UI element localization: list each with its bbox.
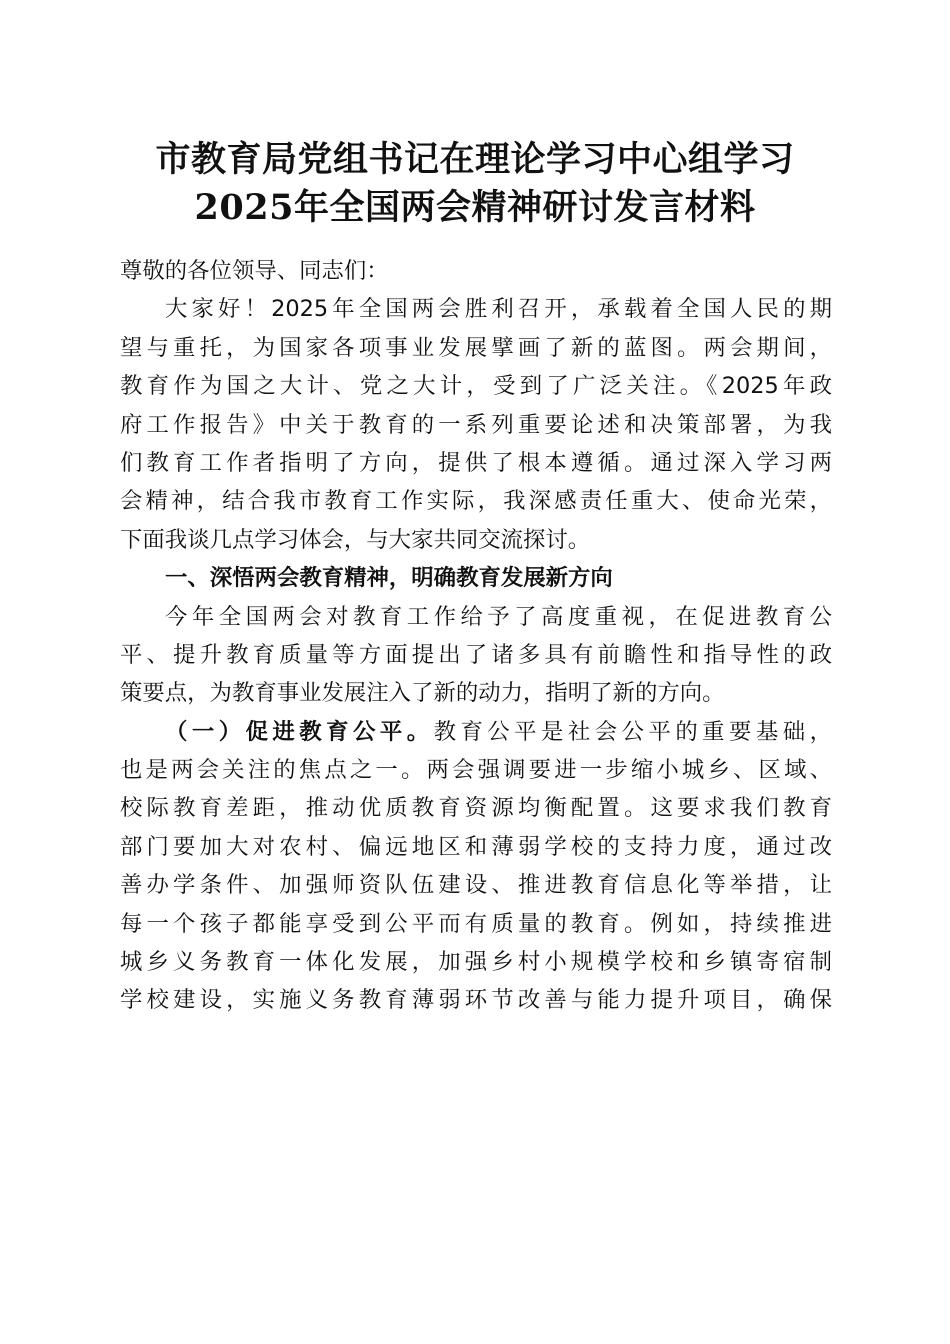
subsection-1-line-3: 校际教育差距，推动优质教育资源均衡配置。这要求我们教育: [120, 795, 832, 822]
intro-line-2: 望与重托，为国家各项事业发展擘画了新的蓝图。两会期间，: [120, 334, 832, 361]
intro-line-3: 教育作为国之大计、党之大计，受到了广泛关注。《2025年政: [120, 373, 832, 400]
title-line-1: 市教育局党组书记在理论学习中心组学习: [155, 139, 795, 180]
section-1-line-1: 今年全国两会对教育工作给予了高度重视，在促进教育公: [165, 603, 832, 630]
document-title: [0, 136, 950, 232]
intro-line-6: 会精神，结合我市教育工作实际，我深感责任重大、使命光荣，: [120, 488, 832, 515]
subsection-1-heading: （一）促进教育公平。: [165, 718, 434, 745]
intro-line-4: 府工作报告》中关于教育的一系列重要论述和决策部署，为我: [120, 411, 832, 438]
subsection-1-line-5: 善办学条件、加强师资队伍建设、推进教育信息化等举措，让: [120, 872, 832, 899]
subsection-1-line-7: 城乡义务教育一体化发展，加强乡村小规模学校和乡镇寄宿制: [120, 949, 832, 976]
intro-line-7: 下面我谈几点学习体会，与大家共同交流探讨。: [120, 526, 591, 553]
section-1-heading: 一、深悟两会教育精神，明确教育发展新方向: [165, 565, 613, 592]
section-1-line-2: 平、提升教育质量等方面提出了诸多具有前瞻性和指导性的政: [120, 641, 832, 668]
subsection-1-line-4: 部门要加大对农村、偏远地区和薄弱学校的支持力度，通过改: [120, 833, 832, 860]
subsection-1-first-line: [120, 713, 832, 751]
subsection-1-first-rest: 教育公平是社会公平的重要基础，: [433, 718, 832, 745]
subsection-1-line-8: 学校建设，实施义务教育薄弱环节改善与能力提升项目，确保: [120, 987, 832, 1014]
title-line-2: 2025年全国两会精神研讨发言材料: [194, 187, 756, 228]
subsection-1-line-2: 也是两会关注的焦点之一。两会强调要进一步缩小城乡、区域、: [120, 757, 832, 784]
subsection-1-line-6: 每一个孩子都能享受到公平而有质量的教育。例如，持续推进: [120, 910, 832, 937]
salutation: 尊敬的各位领导、同志们：: [120, 258, 389, 284]
document-body: [120, 252, 832, 1020]
intro-line-5: 们教育工作者指明了方向，提供了根本遵循。通过深入学习两: [120, 449, 832, 476]
section-1-line-3: 策要点，为教育事业发展注入了新的动力，指明了新的方向。: [120, 680, 725, 707]
intro-line-1: 大家好！2025年全国两会胜利召开，承载着全国人民的期: [165, 296, 832, 323]
